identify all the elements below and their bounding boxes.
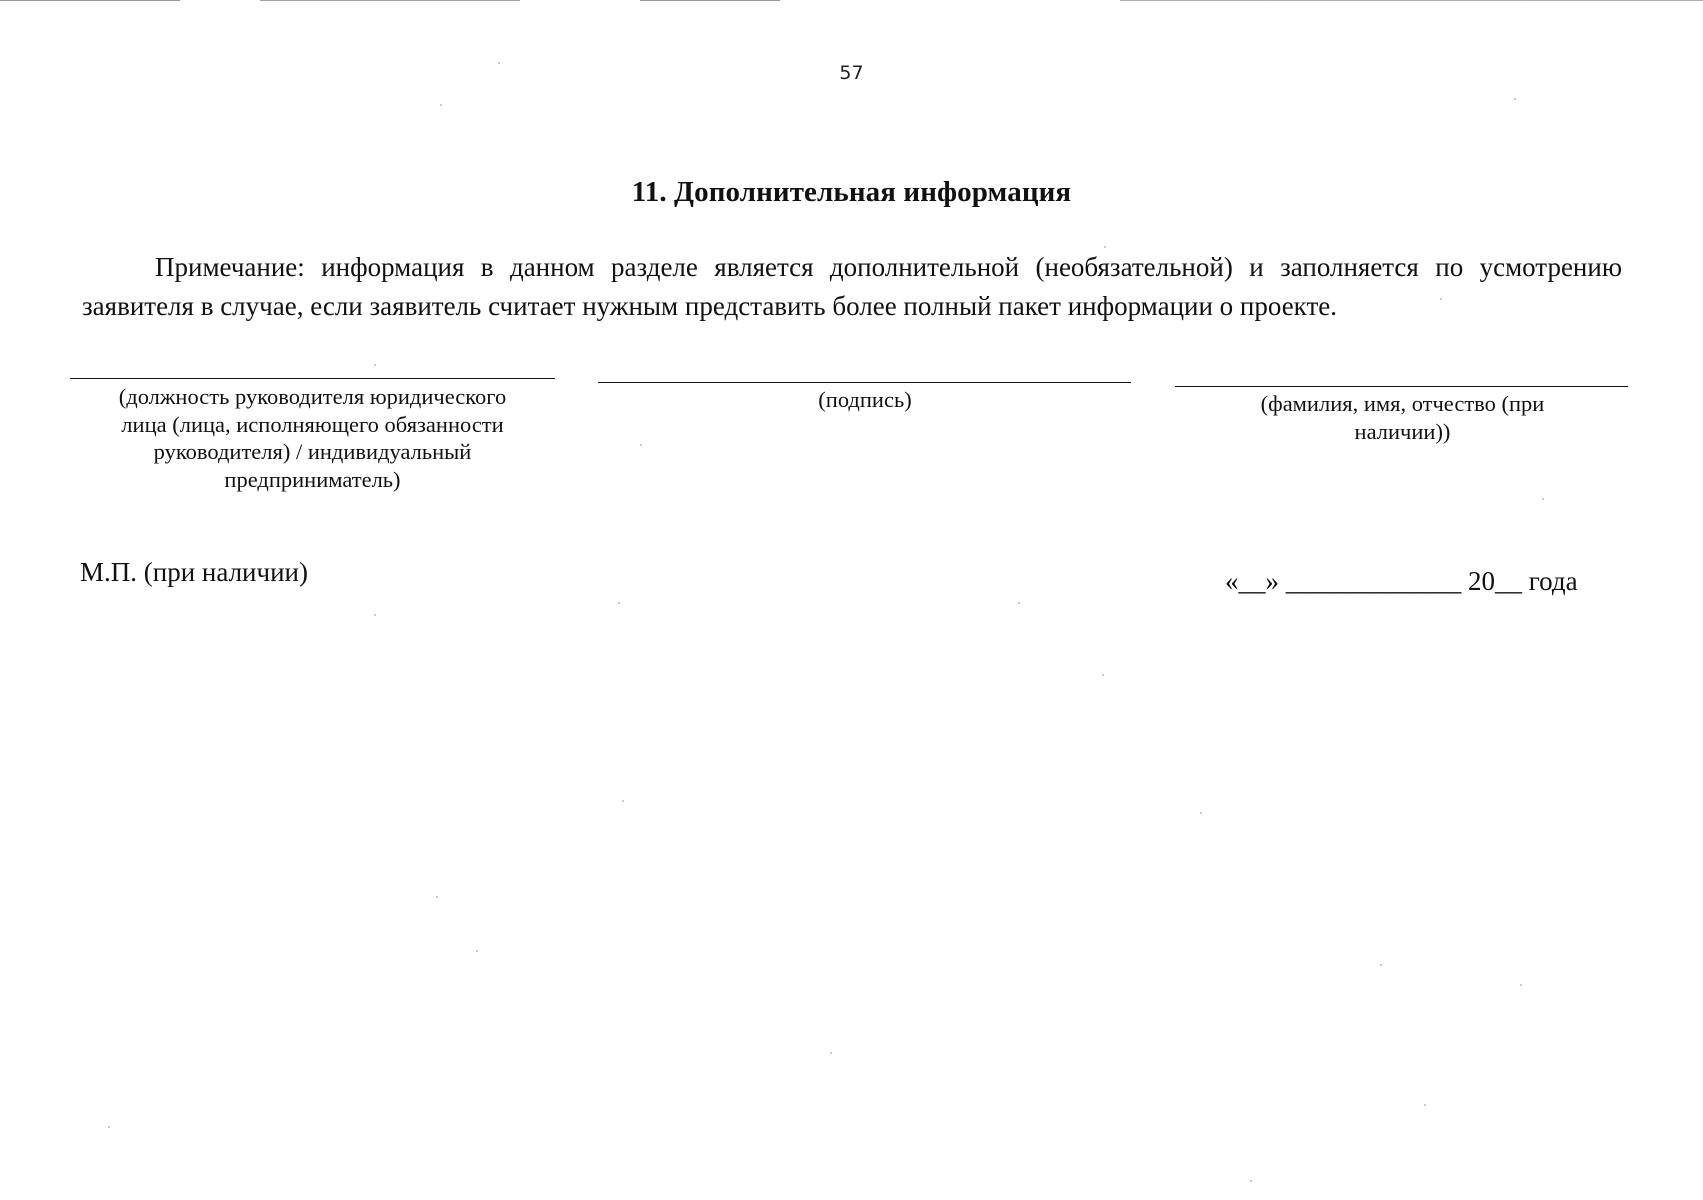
- position-signature-line: [70, 378, 555, 379]
- position-caption: (должность руководителя юридического лица (лица, исполняющего обязанности руководителя) / индивидуальный предприниматель): [118, 384, 507, 492]
- page-number: 57: [839, 62, 864, 84]
- name-caption: (фамилия, имя, отчество (при наличии)): [1260, 391, 1545, 444]
- signature-caption: (подпись): [818, 387, 912, 412]
- name-signature-line: [1175, 386, 1628, 387]
- signature-line: [598, 382, 1131, 383]
- scan-top-edge: [0, 0, 1703, 1]
- date-placeholder: «__» _____________ 20__ года: [1225, 566, 1578, 596]
- stamp-placeholder: М.П. (при наличии): [80, 557, 308, 587]
- section-title: 11. Дополнительная информация: [631, 176, 1072, 208]
- note-paragraph: Примечание: информация в данном разделе является дополнительной (необязательной) и заполняется по усмотрению заявителя в случае, если заявитель считает нужным представить более полный пакет информации о проекте.: [82, 252, 1622, 321]
